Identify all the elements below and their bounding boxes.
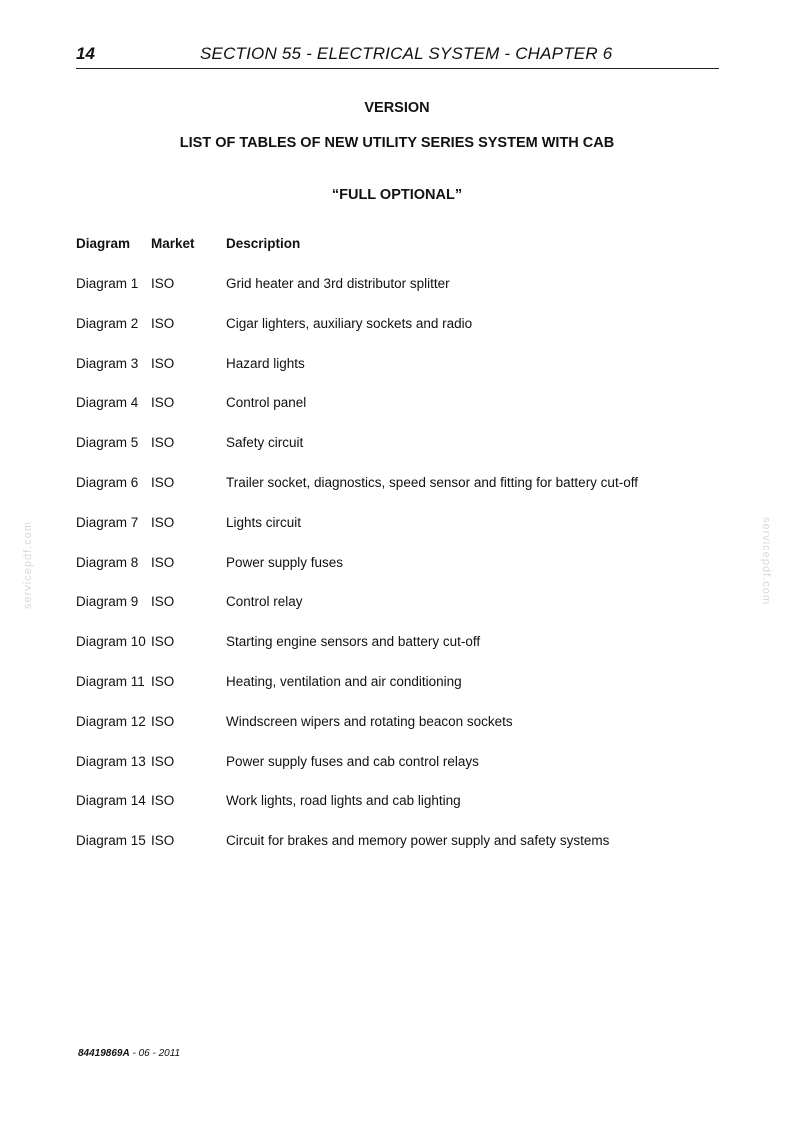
diagram-cell: Diagram 3 bbox=[76, 355, 139, 371]
market-cell: ISO bbox=[151, 474, 175, 490]
page-header bbox=[76, 44, 719, 69]
diagram-cell: Diagram 5 bbox=[76, 435, 139, 451]
description-cell: Windscreen wipers and rotating beacon sockets bbox=[226, 713, 513, 729]
description-cell: Hazard lights bbox=[226, 355, 305, 371]
list-title-heading: LIST OF TABLES OF NEW UTILITY SERIES SYSTEM WITH CAB bbox=[179, 135, 615, 151]
diagram-cell: Diagram 10 bbox=[76, 634, 146, 650]
market-cell: ISO bbox=[151, 315, 175, 331]
market-cell: ISO bbox=[151, 355, 175, 371]
diagram-table bbox=[76, 236, 716, 873]
market-cell: ISO bbox=[151, 276, 175, 291]
diagram-cell: Diagram 9 bbox=[76, 594, 139, 610]
market-cell: ISO bbox=[151, 673, 175, 689]
market-cell: ISO bbox=[151, 793, 175, 809]
table-row bbox=[76, 674, 716, 714]
diagram-cell: Diagram 6 bbox=[76, 474, 139, 490]
table-row bbox=[76, 714, 716, 754]
table-row bbox=[76, 316, 716, 356]
table-row bbox=[76, 555, 716, 595]
market-cell: ISO bbox=[151, 713, 175, 729]
description-cell: Trailer socket, diagnostics, speed sensor and fitting for battery cut-off bbox=[226, 474, 638, 490]
diagram-cell: Diagram 2 bbox=[76, 315, 139, 331]
market-cell: ISO bbox=[151, 554, 175, 570]
table-row bbox=[76, 754, 716, 794]
description-cell: Heating, ventilation and air conditioning bbox=[226, 673, 462, 689]
section-title: SECTION 55 - ELECTRICAL SYSTEM - CHAPTER 6 bbox=[200, 44, 613, 63]
page-footer bbox=[78, 1048, 180, 1059]
table-row bbox=[76, 276, 716, 316]
watermark-right: servicepdf.com bbox=[760, 517, 772, 605]
market-cell: ISO bbox=[151, 594, 175, 610]
description-cell: Cigar lighters, auxiliary sockets and radio bbox=[226, 315, 473, 331]
market-cell: ISO bbox=[151, 395, 175, 411]
table-row bbox=[76, 475, 716, 515]
table-row bbox=[76, 594, 716, 634]
column-header-diagram: Diagram bbox=[76, 236, 131, 251]
description-cell: Lights circuit bbox=[226, 514, 302, 530]
diagram-cell: Diagram 4 bbox=[76, 395, 139, 411]
description-cell: Power supply fuses bbox=[226, 554, 344, 570]
table-row bbox=[76, 356, 716, 396]
watermark-left: servicepdf.com bbox=[22, 521, 34, 609]
table-row bbox=[76, 435, 716, 475]
table-row bbox=[76, 793, 716, 833]
diagram-cell: Diagram 14 bbox=[76, 793, 146, 809]
table-row bbox=[76, 833, 716, 873]
document-code: 84419869A bbox=[78, 1048, 130, 1059]
diagram-cell: Diagram 13 bbox=[76, 753, 146, 769]
market-cell: ISO bbox=[151, 833, 175, 849]
market-cell: ISO bbox=[151, 634, 175, 650]
diagram-cell: Diagram 15 bbox=[76, 833, 146, 849]
page-number: 14 bbox=[76, 44, 95, 63]
diagram-cell: Diagram 11 bbox=[76, 673, 145, 689]
table-body bbox=[76, 276, 716, 873]
market-cell: ISO bbox=[151, 514, 175, 530]
description-cell: Control relay bbox=[226, 594, 303, 610]
description-cell: Starting engine sensors and battery cut-off bbox=[226, 634, 481, 650]
table-row bbox=[76, 395, 716, 435]
column-header-market: Market bbox=[151, 236, 195, 251]
description-cell: Control panel bbox=[226, 395, 307, 411]
description-cell: Circuit for brakes and memory power supply and safety systems bbox=[226, 833, 610, 849]
full-optional-heading: “FULL OPTIONAL” bbox=[331, 187, 463, 203]
diagram-cell: Diagram 7 bbox=[76, 514, 139, 530]
diagram-cell: Diagram 8 bbox=[76, 554, 139, 570]
document-date: - 06 - 2011 bbox=[132, 1048, 181, 1059]
description-cell: Power supply fuses and cab control relays bbox=[226, 753, 479, 769]
market-cell: ISO bbox=[151, 435, 175, 451]
description-cell: Grid heater and 3rd distributor splitter bbox=[226, 276, 450, 291]
table-header-row bbox=[76, 236, 716, 276]
description-cell: Work lights, road lights and cab lighting bbox=[226, 793, 461, 809]
table-row bbox=[76, 515, 716, 555]
version-heading: VERSION bbox=[364, 100, 430, 116]
description-cell: Safety circuit bbox=[226, 435, 304, 451]
market-cell: ISO bbox=[151, 753, 175, 769]
column-header-description: Description bbox=[226, 236, 301, 251]
table-row bbox=[76, 634, 716, 674]
diagram-cell: Diagram 12 bbox=[76, 713, 146, 729]
diagram-cell: Diagram 1 bbox=[76, 276, 139, 291]
